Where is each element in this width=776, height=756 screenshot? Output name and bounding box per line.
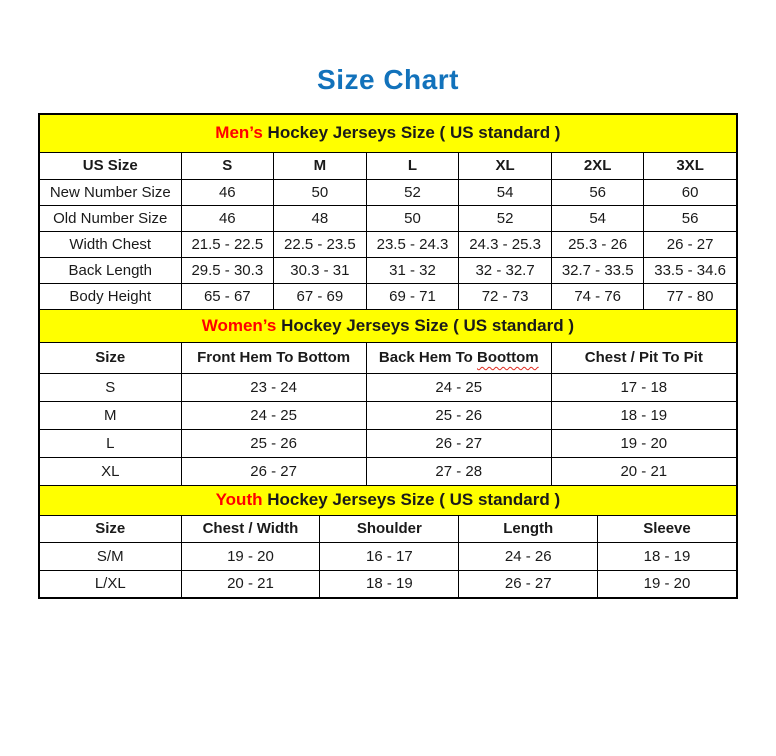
mens-section-title-highlight: Men’s <box>215 123 263 143</box>
cell: 24 - 25 <box>181 401 366 429</box>
cell: 67 - 69 <box>274 283 367 309</box>
cell: 19 - 20 <box>551 429 736 457</box>
cell: 48 <box>274 205 367 231</box>
youth-section-header-row <box>39 485 737 515</box>
table-row <box>39 373 737 401</box>
cell: 17 - 18 <box>551 373 736 401</box>
cell: 26 - 27 <box>644 231 737 257</box>
womens-section-title-highlight: Women’s <box>201 315 277 335</box>
cell: 26 - 27 <box>459 570 598 598</box>
cell: 60 <box>644 179 737 205</box>
row-label: Body Height <box>39 283 181 309</box>
cell: 69 - 71 <box>366 283 459 309</box>
table-row <box>39 457 737 485</box>
cell: 24 - 26 <box>459 542 598 570</box>
column-header: US Size <box>39 152 181 179</box>
table-row <box>39 231 737 257</box>
column-header: XL <box>459 152 552 179</box>
cell: 24.3 - 25.3 <box>459 231 552 257</box>
row-label: S/M <box>39 542 181 570</box>
youth-columns-row <box>39 515 737 542</box>
cell: 25 - 26 <box>366 401 551 429</box>
womens-section-header-row <box>39 309 737 342</box>
table-row <box>39 570 737 598</box>
youth-section-title-rest: Hockey Jerseys Size ( US standard ) <box>262 490 561 509</box>
row-label: Old Number Size <box>39 205 181 231</box>
cell: 26 - 27 <box>181 457 366 485</box>
cell: 18 - 19 <box>320 570 459 598</box>
cell: 29.5 - 30.3 <box>181 257 274 283</box>
womens-section-title-rest: Hockey Jerseys Size ( US standard ) <box>276 315 574 335</box>
cell: 25.3 - 26 <box>551 231 644 257</box>
mens-section-header-row <box>39 114 737 152</box>
cell: 27 - 28 <box>366 457 551 485</box>
column-header: 3XL <box>644 152 737 179</box>
table-row <box>39 429 737 457</box>
column-header-text: Back Hem To <box>378 349 477 366</box>
column-header: Chest / Pit To Pit <box>551 342 736 373</box>
mens-section-title <box>39 114 737 152</box>
cell: 30.3 - 31 <box>274 257 367 283</box>
cell: 54 <box>459 179 552 205</box>
column-header: Size <box>39 515 181 542</box>
column-header: Sleeve <box>598 515 737 542</box>
row-label: M <box>39 401 181 429</box>
column-header: Shoulder <box>320 515 459 542</box>
row-label: Back Length <box>39 257 181 283</box>
cell: 56 <box>551 179 644 205</box>
table-row <box>39 205 737 231</box>
column-header: M <box>274 152 367 179</box>
table-row <box>39 401 737 429</box>
cell: 50 <box>366 205 459 231</box>
cell: 54 <box>551 205 644 231</box>
page-title: Size Chart <box>317 64 459 95</box>
cell: 23.5 - 24.3 <box>366 231 459 257</box>
row-label: XL <box>39 457 181 485</box>
cell: 72 - 73 <box>459 283 552 309</box>
column-header: Length <box>459 515 598 542</box>
column-header: Front Hem To Bottom <box>181 342 366 373</box>
table-row <box>39 283 737 309</box>
youth-section-title-highlight: Youth <box>215 490 263 509</box>
cell: 56 <box>644 205 737 231</box>
cell: 31 - 32 <box>366 257 459 283</box>
cell: 16 - 17 <box>320 542 459 570</box>
cell: 22.5 - 23.5 <box>274 231 367 257</box>
size-chart-table <box>38 113 738 599</box>
table-row <box>39 257 737 283</box>
womens-columns-row <box>39 342 737 373</box>
cell: 74 - 76 <box>551 283 644 309</box>
column-header: Chest / Width <box>181 515 320 542</box>
column-header: L <box>366 152 459 179</box>
cell: 25 - 26 <box>181 429 366 457</box>
cell: 65 - 67 <box>181 283 274 309</box>
youth-section-title <box>39 485 737 515</box>
mens-columns-row <box>39 152 737 179</box>
cell: 32.7 - 33.5 <box>551 257 644 283</box>
cell: 52 <box>459 205 552 231</box>
cell: 50 <box>274 179 367 205</box>
row-label: L <box>39 429 181 457</box>
cell: 23 - 24 <box>181 373 366 401</box>
cell: 20 - 21 <box>181 570 320 598</box>
cell: 19 - 20 <box>181 542 320 570</box>
row-label: L/XL <box>39 570 181 598</box>
misspelled-word: Boottom <box>477 349 539 366</box>
cell: 19 - 20 <box>598 570 737 598</box>
cell: 32 - 32.7 <box>459 257 552 283</box>
row-label: New Number Size <box>39 179 181 205</box>
womens-section-title <box>39 309 737 342</box>
row-label: Width Chest <box>39 231 181 257</box>
cell: 20 - 21 <box>551 457 736 485</box>
cell: 46 <box>181 205 274 231</box>
table-row <box>39 179 737 205</box>
cell: 46 <box>181 179 274 205</box>
cell: 21.5 - 22.5 <box>181 231 274 257</box>
mens-section-title-rest: Hockey Jerseys Size ( US standard ) <box>262 123 561 143</box>
cell: 77 - 80 <box>644 283 737 309</box>
cell: 26 - 27 <box>366 429 551 457</box>
cell: 33.5 - 34.6 <box>644 257 737 283</box>
cell: 52 <box>366 179 459 205</box>
table-row <box>39 542 737 570</box>
cell: 24 - 25 <box>366 373 551 401</box>
row-label: S <box>39 373 181 401</box>
column-header <box>366 342 551 373</box>
cell: 18 - 19 <box>598 542 737 570</box>
column-header: Size <box>39 342 181 373</box>
column-header: 2XL <box>551 152 644 179</box>
cell: 18 - 19 <box>551 401 736 429</box>
column-header: S <box>181 152 274 179</box>
